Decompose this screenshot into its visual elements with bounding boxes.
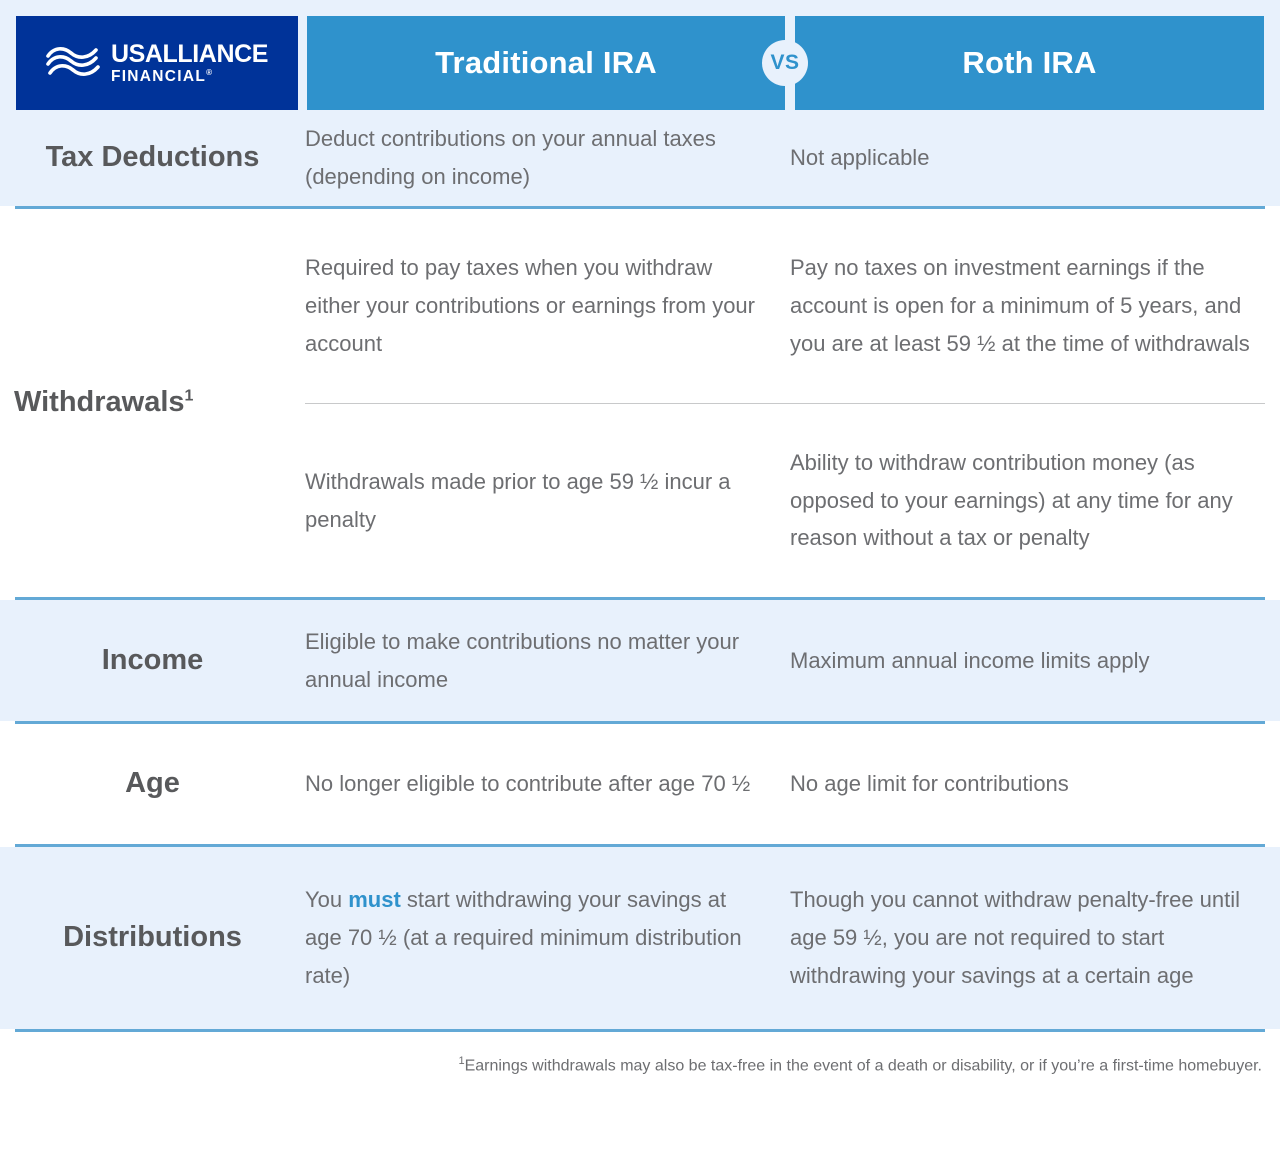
cell-text: Ability to withdraw contribution money (as opposed to your earnings) at any time for any reason without a tax or penalty — [790, 449, 1233, 551]
logo-primary-text: USALLIANCE — [110, 39, 269, 68]
vs-badge — [762, 40, 808, 86]
cell-text: Though you cannot withdraw penalty-free until age 59 ½, you are not required to start withdrawing your savings at a certain age — [790, 887, 1241, 988]
cell-roth-age — [790, 724, 1280, 844]
footnote-marker: 1 — [458, 1055, 465, 1067]
footnote-area — [0, 1032, 1280, 1078]
table-row-tax-deductions — [0, 110, 1280, 206]
table-row-income — [0, 600, 1280, 721]
vs-badge-label: VS — [770, 51, 800, 74]
header-gap — [298, 16, 307, 110]
table-row-distributions — [0, 847, 1280, 1029]
cell-roth-tax-deductions — [790, 110, 1280, 206]
cell-roth-withdrawals-1 — [790, 209, 1280, 403]
cell-text: Withdrawals made prior to age 59 ½ incur a penalty — [305, 468, 731, 532]
row-label-cell — [0, 209, 207, 597]
logo-secondary-text: FINANCIAL® — [110, 67, 214, 85]
cell-text-prefix: You — [305, 887, 349, 913]
row-label-cell — [0, 600, 305, 721]
cell-text: Pay no taxes on investment earnings if the account is open for a minimum of 5 years, and you are at least 59 ½ at the time of withdrawals — [790, 255, 1250, 356]
row-label-age: Age — [125, 767, 180, 800]
cell-traditional-age — [305, 724, 790, 844]
cell-text: Eligible to make contributions no matter your annual income — [305, 628, 740, 692]
cell-traditional-withdrawals-2 — [305, 404, 790, 597]
cell-text: No longer eligible to contribute after age 70 ½ — [305, 771, 751, 797]
header-row — [0, 0, 1280, 110]
row-label-distributions: Distributions — [63, 921, 242, 954]
cell-text: Maximum annual income limits apply — [790, 647, 1150, 673]
table-row-age — [0, 724, 1280, 844]
cell-traditional-withdrawals-1 — [305, 209, 790, 403]
cell-traditional-distributions — [305, 847, 790, 1029]
row-label-income: Income — [101, 643, 204, 676]
cell-text: No age limit for contributions — [790, 771, 1069, 797]
column-header-traditional-label: Traditional IRA — [435, 45, 657, 80]
row-label-cell — [0, 847, 305, 1029]
cell-roth-withdrawals-2 — [790, 404, 1280, 597]
wave-mark-icon — [46, 44, 102, 82]
row-label-cell — [0, 110, 305, 206]
table-row-withdrawals — [0, 209, 1280, 597]
row-label-withdrawals: Withdrawals$^1$ — [14, 386, 194, 419]
cell-text: Required to pay taxes when you withdraw either your contributions or earnings from your account — [305, 255, 755, 356]
cell-traditional-income — [305, 600, 790, 721]
cell-text: Not applicable — [790, 145, 930, 171]
column-header-roth-ira — [795, 16, 1264, 110]
row-label-cell — [0, 724, 305, 844]
cell-traditional-tax-deductions — [305, 110, 790, 206]
cell-text: Deduct contributions on your annual taxes (depending on income) — [305, 126, 716, 189]
column-header-traditional-ira — [307, 16, 785, 110]
cell-roth-income — [790, 600, 1280, 721]
cell-text — [305, 881, 766, 994]
cell-roth-distributions — [790, 847, 1280, 1029]
cell-text-suffix: start withdrawing your savings at age 70 ½ (at a required minimum distribution rate) — [305, 887, 742, 988]
footnote-text: $^1$Earnings withdrawals may also be tax-free in the event of a death or disability, or if you’re a first-time homebuyer. — [458, 1055, 1262, 1075]
row-label-tax-deductions: Tax Deductions — [45, 141, 260, 174]
cell-text-highlight: must — [348, 887, 401, 913]
column-header-roth-label: Roth IRA — [962, 45, 1097, 80]
usalliance-logo — [16, 16, 298, 110]
